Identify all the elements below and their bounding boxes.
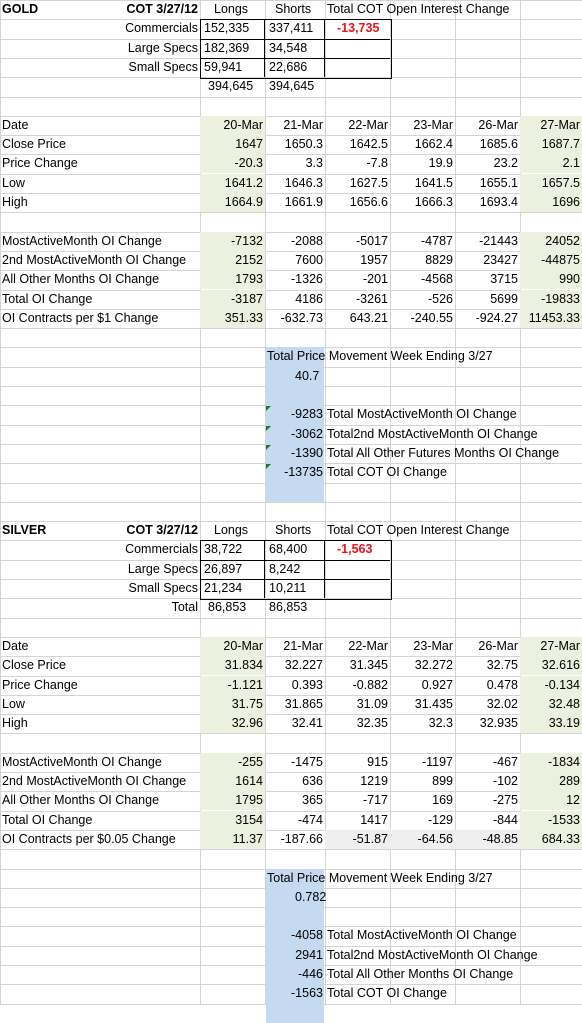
- gold-oi-cell: -19833: [520, 290, 582, 309]
- gold-price-cell: 1661.9: [284, 195, 323, 209]
- gold-oi-cell: -201: [362, 272, 388, 286]
- gold-price-cell: 1687.7: [520, 135, 582, 154]
- gold-oi-cell: -3187: [200, 290, 265, 309]
- gold-totals-shorts: 394,645: [269, 79, 315, 93]
- silver-date-cell: 23-Mar: [413, 639, 453, 653]
- gold-price-cell: 1627.5: [349, 176, 388, 190]
- gold-price-row-label: Price Change: [2, 156, 78, 170]
- gold-cot-row-label: Commercials: [125, 21, 198, 35]
- silver-oi-cell: -1197: [421, 755, 453, 769]
- silver-price-row-label: Price Change: [2, 678, 78, 692]
- silver-price-cell: 0.393: [291, 678, 323, 692]
- silver-price-cell: 32.41: [291, 716, 323, 730]
- silver-oi-cell: 11.37: [200, 830, 265, 849]
- gold-oi-cell: -240.55: [410, 311, 453, 325]
- silver-price-cell: 0.927: [421, 678, 453, 692]
- gold-cot-longs: 182,369: [204, 41, 250, 55]
- gold-oi-row-label: MostActiveMonth OI Change: [2, 234, 162, 248]
- silver-date-cell: 27-Mar: [520, 637, 582, 656]
- gold-oi-cell: 351.33: [200, 309, 265, 328]
- silver-price-cell: 32.272: [414, 658, 453, 672]
- silver-date-cell: 26-Mar: [478, 639, 518, 653]
- silver-price-cell: 31.345: [349, 658, 388, 672]
- gold-price-cell: 1642.5: [349, 137, 388, 151]
- silver-summary-value: -446: [297, 967, 323, 981]
- gold-oi-cell: -5017: [356, 234, 388, 248]
- silver-oi-cell: 1417: [360, 813, 388, 827]
- gold-oi-row-label: Total OI Change: [2, 292, 93, 306]
- silver-cot-change: [325, 579, 390, 598]
- silver-price-cell: 32.35: [356, 716, 388, 730]
- silver-oi-cell: 636: [302, 774, 323, 788]
- gold-price-cell: 1696: [520, 193, 582, 212]
- gold-price-cell: 1685.6: [479, 137, 518, 151]
- silver-oi-cell: 365: [302, 793, 323, 807]
- gold-price-movement: 40.7: [295, 369, 320, 383]
- silver-cot-longs: 21,234: [204, 581, 243, 595]
- gold-oi-cell: 11453.33: [520, 309, 582, 328]
- gold-oi-cell: 4186: [295, 292, 323, 306]
- gold-label: GOLD: [2, 2, 39, 16]
- silver-price-cell: -0.134: [520, 676, 582, 695]
- gold-shorts-header: Shorts: [275, 2, 312, 16]
- gold-price-cell: 23.2: [493, 156, 518, 170]
- gold-price-cell: 1656.6: [349, 195, 388, 209]
- gold-oi-cell: -526: [427, 292, 453, 306]
- silver-oi-row-label: Total OI Change: [2, 813, 93, 827]
- gold-oi-cell: 643.21: [349, 311, 388, 325]
- silver-price-cell: 31.435: [414, 697, 453, 711]
- gold-summary-value: -9283: [291, 407, 323, 421]
- silver-oi-cell: 12: [520, 791, 582, 810]
- gold-summary-label: Total COT OI Change: [327, 465, 447, 479]
- gold-longs-header: Longs: [214, 2, 249, 16]
- silver-price-cell: -0.882: [352, 678, 388, 692]
- gold-summary-value: -1390: [291, 446, 323, 460]
- gold-cot-date: COT 3/27/12: [126, 2, 198, 16]
- gold-price-cell: 19.9: [428, 156, 453, 170]
- gold-oi-row-label: OI Contracts per $1 Change: [2, 311, 159, 325]
- silver-cot-change: [325, 560, 390, 579]
- silver-oi-cell: -1834: [520, 753, 582, 772]
- silver-cot-row-label: Small Specs: [128, 581, 198, 595]
- silver-oi-cell: -129: [427, 813, 453, 827]
- silver-oi-cell: -51.87: [325, 830, 390, 849]
- gold-oi-cell: 5699: [490, 292, 518, 306]
- silver-summary-value: -1563: [291, 986, 323, 1000]
- silver-cot-shorts: 10,211: [269, 581, 307, 595]
- gold-totals-label: [0, 77, 200, 96]
- silver-price-cell: 31.834: [200, 656, 265, 675]
- gold-price-cell: -7.8: [366, 156, 388, 170]
- error-indicator-icon: [266, 445, 271, 450]
- silver-price-cell: 0.478: [486, 678, 518, 692]
- silver-date-cell: 21-Mar: [283, 639, 323, 653]
- gold-price-row-label: High: [2, 195, 28, 209]
- silver-date-cell: 20-Mar: [200, 637, 265, 656]
- silver-oi-cell: -717: [362, 793, 388, 807]
- silver-oi-row-label: All Other Months OI Change: [2, 793, 160, 807]
- error-indicator-icon: [266, 464, 271, 469]
- gold-date-cell: 23-Mar: [413, 118, 453, 132]
- silver-summary-value: 2941: [295, 948, 323, 962]
- gold-summary-label: Total MostActiveMonth OI Change: [327, 407, 517, 421]
- gold-oi-cell: -21443: [479, 234, 518, 248]
- gold-oi-cell: -1326: [291, 272, 323, 286]
- gold-cot-longs: 152,335: [204, 21, 250, 35]
- silver-oi-row-label: MostActiveMonth OI Change: [2, 755, 162, 769]
- silver-price-cell: 32.02: [486, 697, 518, 711]
- silver-price-row-label: Close Price: [2, 658, 66, 672]
- silver-oi-cell: -102: [492, 774, 518, 788]
- gold-oi-cell: 990: [520, 270, 582, 289]
- silver-oi-cell: 899: [432, 774, 453, 788]
- silver-oi-cell: -474: [297, 813, 323, 827]
- silver-summary-label: Total COT OI Change: [327, 986, 447, 1000]
- gold-cot-shorts: 337,411: [269, 21, 314, 35]
- gold-oi-cell: -4568: [421, 272, 453, 286]
- gold-oi-cell: -44875: [520, 251, 582, 270]
- silver-cot-longs: 38,722: [204, 542, 243, 556]
- silver-cot-shorts: 68,400: [269, 542, 308, 556]
- silver-oi-cell: -1475: [291, 755, 323, 769]
- error-indicator-icon: [266, 426, 271, 431]
- gold-summary-value: -13735: [284, 465, 323, 479]
- silver-summary-label: Total2nd MostActiveMonth OI Change: [327, 948, 538, 962]
- gold-oi-cell: 8829: [425, 253, 453, 267]
- silver-oi-cell: -48.85: [455, 830, 520, 849]
- gold-price-cell: 1655.1: [479, 176, 518, 190]
- gold-oi-cell: -2088: [291, 234, 323, 248]
- silver-price-cell: 32.75: [486, 658, 518, 672]
- gold-price-cell: 3.3: [305, 156, 323, 170]
- gold-cot-shorts: 22,686: [269, 60, 308, 74]
- silver-price-cell: 31.75: [200, 695, 265, 714]
- gold-cot-longs: 59,941: [204, 60, 243, 74]
- silver-oi-cell: -64.56: [390, 830, 455, 849]
- gold-summary-value: -3062: [291, 427, 323, 441]
- silver-oi-cell: -255: [200, 753, 265, 772]
- silver-price-cell: 32.935: [479, 716, 518, 730]
- gold-date-cell: 27-Mar: [520, 116, 582, 135]
- silver-oi-cell: 1219: [360, 774, 388, 788]
- gold-date-header: Date: [2, 118, 29, 132]
- silver-date-cell: 22-Mar: [348, 639, 388, 653]
- gold-oi-row-label: All Other Months OI Change: [2, 272, 160, 286]
- gold-price-cell: 1662.4: [414, 137, 453, 151]
- silver-summary-value: -4058: [291, 928, 323, 942]
- gold-oi-cell: -924.27: [475, 311, 518, 325]
- silver-price-cell: 32.96: [200, 714, 265, 733]
- silver-cot-date: COT 3/27/12: [126, 523, 198, 537]
- gold-oi-cell: 7600: [295, 253, 323, 267]
- gold-price-cell: 1657.5: [520, 174, 582, 193]
- silver-summary-title: Total Price Movement Week Ending 3/27: [267, 871, 493, 885]
- silver-longs-header: Longs: [214, 523, 249, 537]
- silver-change-title: Total COT Open Interest Change: [327, 523, 510, 537]
- gold-price-row-label: Low: [2, 176, 25, 190]
- gold-cot-row-label: Large Specs: [127, 41, 198, 55]
- gold-date-cell: 21-Mar: [283, 118, 323, 132]
- gold-price-cell: 1664.9: [200, 193, 265, 212]
- gold-cot-change: [325, 39, 390, 58]
- silver-price-cell: 33.19: [520, 714, 582, 733]
- gold-oi-cell: -3261: [356, 292, 388, 306]
- gold-price-cell: 1641.5: [414, 176, 453, 190]
- silver-oi-cell: 1614: [200, 772, 265, 791]
- gold-oi-cell: -632.73: [280, 311, 323, 325]
- silver-cot-change: -1,563: [337, 542, 373, 556]
- gold-price-row-label: Close Price: [2, 137, 66, 151]
- gold-price-cell: 1666.3: [414, 195, 453, 209]
- gold-oi-cell: 3715: [490, 272, 518, 286]
- gold-price-cell: 2.1: [520, 154, 582, 173]
- silver-price-cell: 31.865: [284, 697, 323, 711]
- silver-cot-longs: 26,897: [204, 562, 243, 576]
- silver-summary-label: Total All Other Months OI Change: [327, 967, 514, 981]
- silver-oi-cell: 169: [432, 793, 453, 807]
- silver-price-row-label: Low: [2, 697, 25, 711]
- gold-cot-shorts: 34,548: [269, 41, 308, 55]
- silver-oi-cell: -844: [492, 813, 518, 827]
- silver-price-cell: 32.227: [284, 658, 323, 672]
- silver-summary-label: Total MostActiveMonth OI Change: [327, 928, 517, 942]
- gold-price-cell: -20.3: [200, 154, 265, 173]
- gold-summary-label: Total2nd MostActiveMonth OI Change: [327, 427, 538, 441]
- silver-oi-cell: -187.66: [280, 832, 323, 846]
- gold-summary-title: Total Price Movement Week Ending 3/27: [267, 349, 493, 363]
- gold-price-cell: 1693.4: [479, 195, 518, 209]
- silver-oi-cell: 1795: [200, 791, 265, 810]
- gold-cot-row-label: Small Specs: [128, 60, 198, 74]
- error-indicator-icon: [266, 406, 271, 411]
- gold-oi-cell: 1957: [360, 253, 388, 267]
- silver-cot-shorts: 8,242: [269, 562, 301, 576]
- silver-date-header: Date: [2, 639, 29, 653]
- gold-date-cell: 22-Mar: [348, 118, 388, 132]
- silver-totals-longs: 86,853: [208, 600, 247, 614]
- gold-price-cell: 1650.3: [284, 137, 323, 151]
- silver-oi-cell: -1533: [520, 811, 582, 830]
- silver-oi-cell: -275: [492, 793, 518, 807]
- silver-oi-cell: 684.33: [520, 830, 582, 849]
- gold-price-cell: 1646.3: [284, 176, 323, 190]
- gold-change-title: Total COT Open Interest Change: [327, 2, 510, 16]
- gold-price-cell: 1647: [200, 135, 265, 154]
- gold-cot-change: [325, 58, 390, 77]
- silver-oi-row-label: OI Contracts per $0.05 Change: [2, 832, 176, 846]
- gold-oi-cell: 2152: [200, 251, 265, 270]
- silver-price-row-label: High: [2, 716, 28, 730]
- silver-label: SILVER: [2, 523, 47, 537]
- gold-oi-cell: 23427: [483, 253, 518, 267]
- gold-oi-cell: -4787: [421, 234, 453, 248]
- silver-totals-label: Total: [171, 600, 198, 614]
- silver-price-cell: 32.48: [520, 695, 582, 714]
- gold-oi-row-label: 2nd MostActiveMonth OI Change: [2, 253, 187, 267]
- silver-price-cell: 31.09: [356, 697, 388, 711]
- silver-price-movement: 0.782: [295, 890, 327, 904]
- silver-price-cell: -1.121: [200, 676, 265, 695]
- silver-cot-row-label: Large Specs: [127, 562, 198, 576]
- silver-oi-row-label: 2nd MostActiveMonth OI Change: [2, 774, 187, 788]
- gold-oi-cell: -7132: [200, 232, 265, 251]
- silver-price-cell: 32.616: [520, 656, 582, 675]
- gold-date-cell: 20-Mar: [200, 116, 265, 135]
- gold-date-cell: 26-Mar: [478, 118, 518, 132]
- gold-oi-cell: 1793: [200, 270, 265, 289]
- silver-cot-row-label: Commercials: [125, 542, 198, 556]
- gold-totals-longs: 394,645: [208, 79, 254, 93]
- silver-totals-shorts: 86,853: [269, 600, 308, 614]
- silver-oi-cell: 3154: [200, 811, 265, 830]
- gold-summary-label: Total All Other Futures Months OI Change: [327, 446, 560, 460]
- silver-shorts-header: Shorts: [275, 523, 312, 537]
- gold-cot-change: -13,735: [337, 21, 380, 35]
- silver-oi-cell: 289: [520, 772, 582, 791]
- gold-price-cell: 1641.2: [200, 174, 265, 193]
- silver-oi-cell: 915: [367, 755, 388, 769]
- gold-oi-cell: 24052: [520, 232, 582, 251]
- silver-oi-cell: -467: [492, 755, 518, 769]
- silver-price-cell: 32.3: [428, 716, 453, 730]
